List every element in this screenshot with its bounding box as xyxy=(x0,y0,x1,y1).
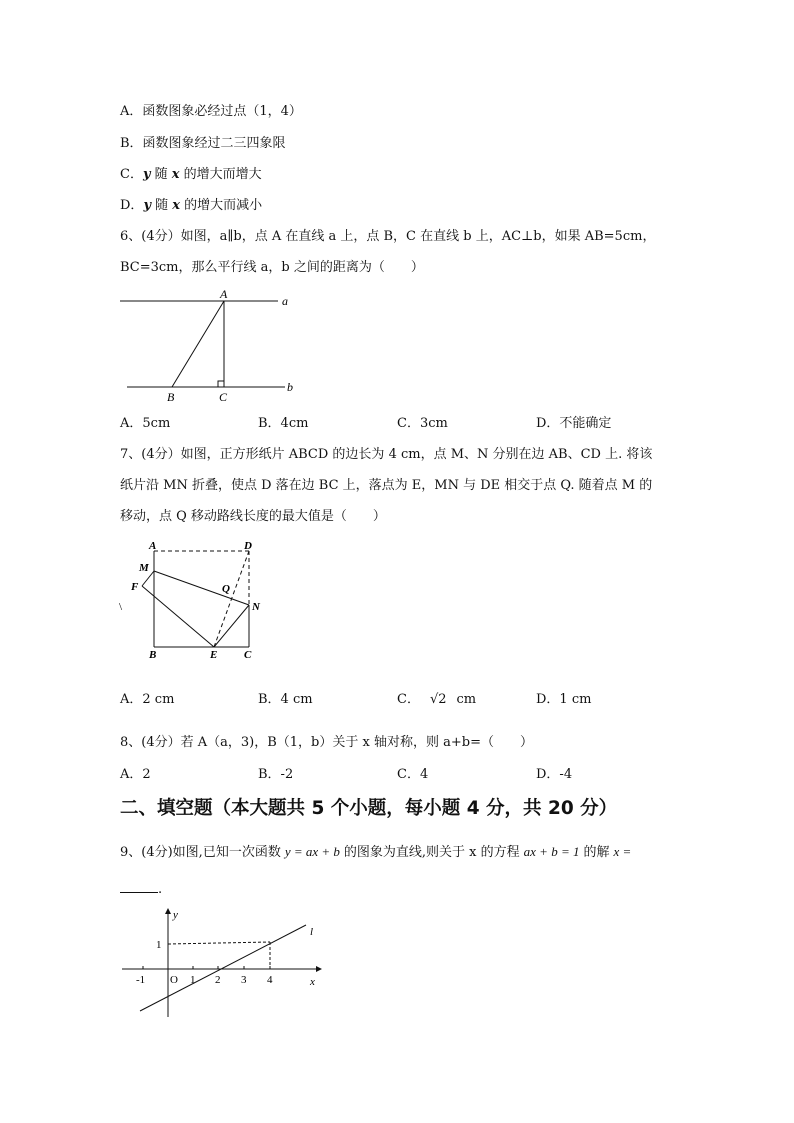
x-tick-label: 3 xyxy=(241,974,247,986)
q6-option-c: C．3cm xyxy=(397,416,448,431)
label-a: A xyxy=(149,540,157,552)
q6-option-b: B．4cm xyxy=(258,416,309,431)
dashed-horizontal xyxy=(168,942,270,944)
q7-stem-line3: 移动，点 Q 移动路线长度的最大值是（ ） xyxy=(120,509,386,524)
label-point-a: A xyxy=(220,287,228,301)
label-n: N xyxy=(252,601,260,613)
x-tick-label: -1 xyxy=(136,974,146,986)
q8-option-c: C．4 xyxy=(397,767,429,782)
q7-option-d: D．1 cm xyxy=(536,692,592,707)
label-line-a: a xyxy=(282,294,288,308)
x-tick-label: 4 xyxy=(267,974,273,986)
y-axis-label: y xyxy=(173,909,178,921)
label-m: M xyxy=(139,562,149,574)
segment-mn xyxy=(154,571,249,605)
x-tick-label: 2 xyxy=(215,974,221,986)
label-c: C xyxy=(244,649,252,661)
label-q: Q xyxy=(222,583,230,595)
x-axis-label: x xyxy=(310,976,315,988)
label-e: E xyxy=(210,649,218,661)
y-axis-arrow xyxy=(165,908,171,914)
q9-answer-blank: . xyxy=(120,880,162,898)
q8-option-a: A．2 xyxy=(120,767,151,782)
segment-ab xyxy=(172,301,224,387)
label-b: B xyxy=(149,649,157,661)
segment-de-dashed xyxy=(214,551,249,647)
sqrt-two: √2 xyxy=(429,692,447,707)
q6-option-a: A．5cm xyxy=(120,416,171,431)
label-point-b: B xyxy=(167,390,175,404)
x-axis-arrow xyxy=(316,966,322,972)
q5-option-d: D．y 随 x 的增大而减小 xyxy=(120,198,263,213)
line-label: l xyxy=(310,926,314,938)
q6-figure xyxy=(115,285,305,410)
q6-option-d: D．不能确定 xyxy=(536,416,612,431)
q7-figure xyxy=(115,535,275,665)
q8-option-d: D．-4 xyxy=(536,767,573,782)
segment-fe xyxy=(142,586,214,647)
line-l xyxy=(140,925,306,1011)
q5-option-b: B．函数图象经过二三四象限 xyxy=(120,136,286,151)
x-tick-label: 1 xyxy=(190,974,196,986)
q7-option-b: B．4 cm xyxy=(258,692,313,707)
label-point-c: C xyxy=(219,390,228,404)
q8-option-b: B．-2 xyxy=(258,767,294,782)
y-tick-label: 1 xyxy=(156,939,162,951)
section-heading: 二、填空题（本大题共 5 个小题，每小题 4 分，共 20 分） xyxy=(120,798,618,819)
label-f: F xyxy=(131,581,139,593)
q9-stem: 9、(4分)如图,已知一次函数 y = ax + b 的图象为直线,则关于 x 的方程 ax + b = 1 的解 x = xyxy=(120,844,632,860)
q7-stem-line2: 纸片沿 MN 折叠，使点 D 落在边 BC 上，落点为 E，MN 与 DE 相交于点 Q. 随着点 M 的 xyxy=(120,478,653,493)
stray-mark: \ xyxy=(119,601,123,613)
origin-label: O xyxy=(170,974,178,986)
q7-option-a: A．2 cm xyxy=(120,692,175,707)
q5-option-a: A．函数图象必经过点（1，4） xyxy=(120,104,302,119)
q7-stem-line1: 7、(4分）如图，正方形纸片 ABCD 的边长为 4 cm，点 M、N 分别在边 AB、CD 上. 将该 xyxy=(120,447,653,462)
label-line-b: b xyxy=(287,380,293,394)
q6-stem-line1: 6、(4分）如图，a∥b，点 A 在直线 a 上，点 B，C 在直线 b 上，AC⊥b，如果 AB=5cm， xyxy=(120,229,656,244)
q5-option-c: C．y 随 x 的增大而增大 xyxy=(120,167,262,182)
segment-en xyxy=(214,605,249,647)
q7-option-c: C． √2 cm xyxy=(397,692,477,707)
q9-graph xyxy=(118,905,328,1020)
q6-stem-line2: BC=3cm，那么平行线 a，b 之间的距离为（ ） xyxy=(120,260,424,275)
label-d: D xyxy=(244,540,252,552)
right-angle-mark xyxy=(218,381,224,387)
q8-stem: 8、(4分）若 A（a，3)，B（1，b）关于 x 轴对称，则 a+b=（ ） xyxy=(120,735,533,750)
